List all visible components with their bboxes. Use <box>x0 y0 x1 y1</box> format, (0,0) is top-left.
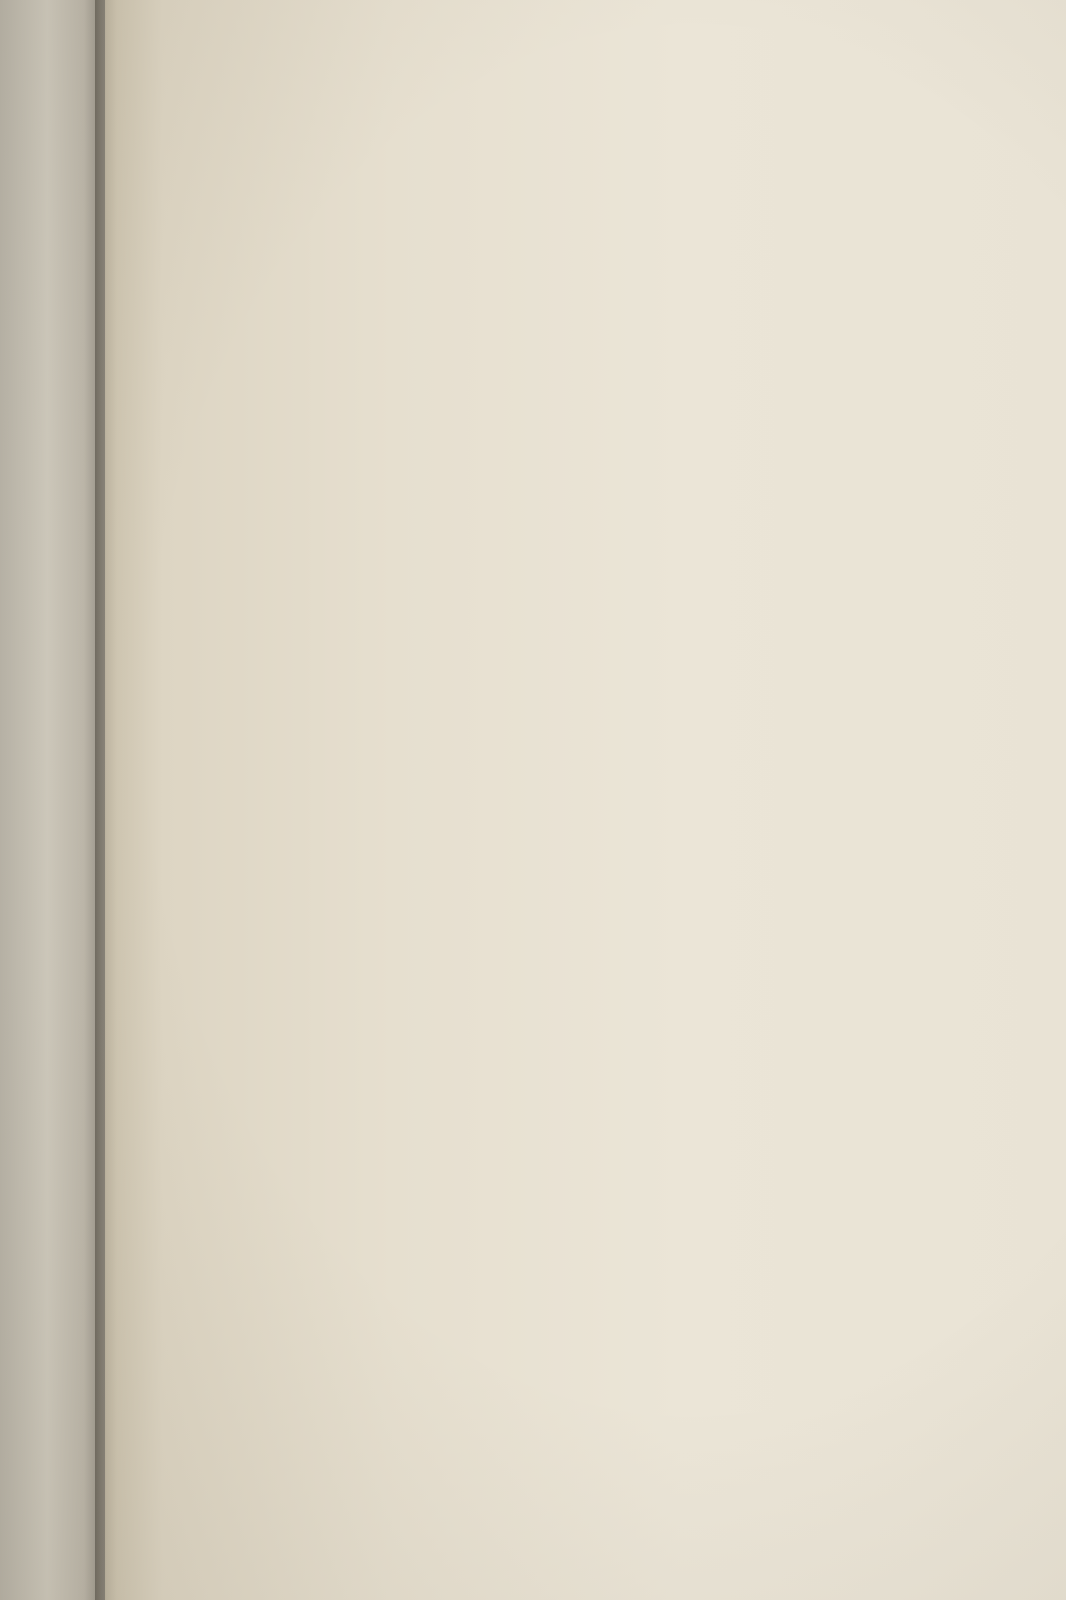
facing-page <box>0 0 105 1600</box>
book-gutter-shadow <box>95 0 117 1600</box>
book-page <box>105 0 1066 1600</box>
page-text-block <box>87 0 1066 1600</box>
